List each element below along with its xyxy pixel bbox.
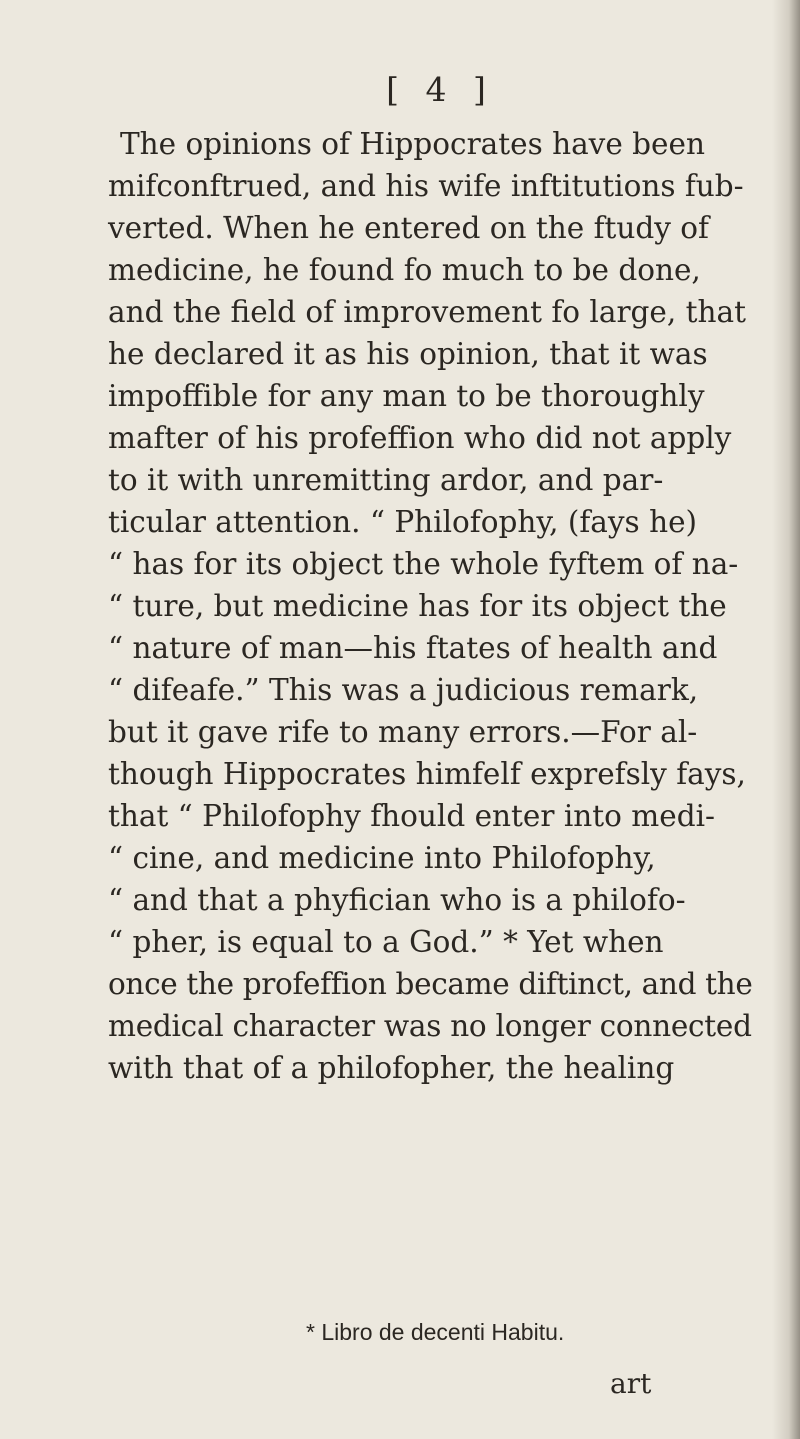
text-line: mafter of his profeffion who did not apply — [108, 421, 732, 455]
text-line: “ and that a phyfician who is a philofo- — [108, 883, 686, 917]
text-line: with that of a philofopher, the healing — [108, 1051, 675, 1085]
page-number: [ 4 ] — [386, 70, 494, 109]
text-line: “ has for its object the whole fyftem of na- — [108, 547, 739, 581]
text-line: mifconftrued, and his wife inftitutions fub- — [108, 169, 744, 203]
page-edge-shadow — [772, 0, 800, 1439]
text-line: medicine, he found fo much to be done, — [108, 253, 701, 287]
text-line: impoffible for any man to be thoroughly — [108, 379, 705, 413]
text-line: medical character was no longer connected — [108, 1009, 752, 1043]
text-line: he declared it as his opinion, that it was — [108, 337, 708, 371]
text-line: “ nature of man—his ftates of health and — [108, 631, 718, 665]
text-line: though Hippocrates himfelf exprefsly fays, — [108, 757, 746, 791]
text-line: “ ture, but medicine has for its object the — [108, 589, 727, 623]
text-line: and the field of improvement fo large, that — [108, 295, 746, 329]
catchword: art — [610, 1367, 652, 1400]
text-line: once the profeffion became diftinct, and the — [108, 967, 753, 1001]
text-line: ticular attention. “ Philofophy, (fays he) — [108, 505, 698, 539]
text-line: The opinions of Hippocrates have been — [120, 127, 705, 161]
text-line: but it gave rife to many errors.—For al- — [108, 715, 698, 749]
text-line: that “ Philofophy fhould enter into medi- — [108, 799, 715, 833]
text-line: “ cine, and medicine into Philofophy, — [108, 841, 656, 875]
text-line: verted. When he entered on the ftudy of — [108, 211, 709, 245]
footnote: * Libro de decenti Habitu. — [306, 1319, 565, 1345]
text-line: to it with unremitting ardor, and par- — [108, 463, 664, 497]
page-header — [0, 68, 800, 116]
text-line: “ difeafe.” This was a judicious remark, — [108, 673, 699, 707]
text-line: “ pher, is equal to a God.” * Yet when — [108, 925, 664, 959]
